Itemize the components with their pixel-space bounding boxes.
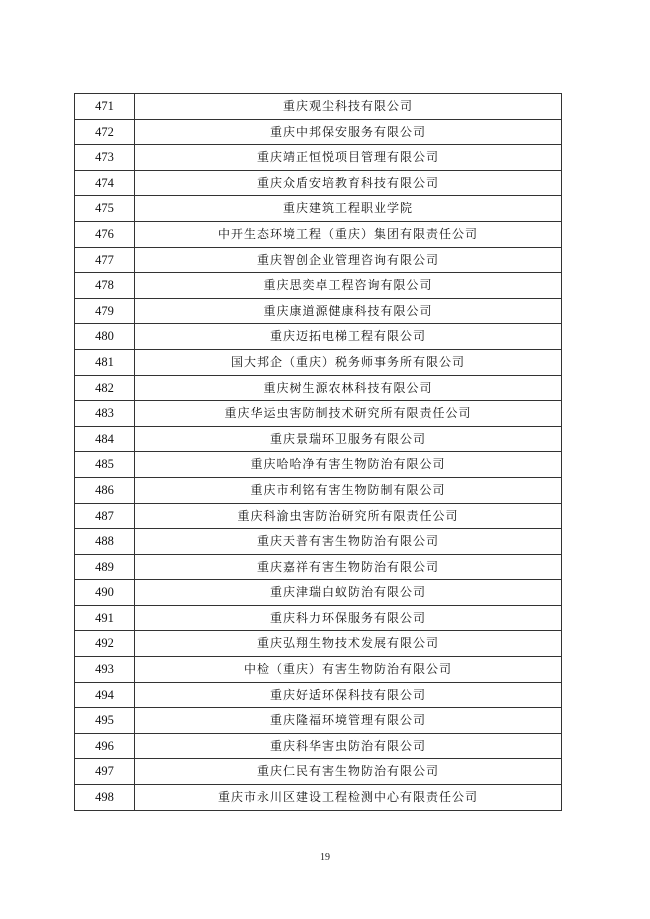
company-name-cell: 重庆观尘科技有限公司 bbox=[135, 94, 562, 120]
table-row bbox=[75, 708, 562, 734]
table-row bbox=[75, 785, 562, 811]
table-row bbox=[75, 196, 562, 222]
row-number-cell: 480 bbox=[75, 324, 135, 350]
row-number-cell: 483 bbox=[75, 401, 135, 427]
table-row bbox=[75, 273, 562, 299]
row-number-cell: 488 bbox=[75, 529, 135, 555]
table-row bbox=[75, 477, 562, 503]
row-number-cell: 486 bbox=[75, 477, 135, 503]
company-name-cell: 重庆弘翔生物技术发展有限公司 bbox=[135, 631, 562, 657]
row-number-cell: 472 bbox=[75, 119, 135, 145]
table-row bbox=[75, 759, 562, 785]
company-name-cell: 国大邦企（重庆）税务师事务所有限公司 bbox=[135, 349, 562, 375]
company-name-cell: 中检（重庆）有害生物防治有限公司 bbox=[135, 657, 562, 683]
row-number-cell: 473 bbox=[75, 145, 135, 171]
company-name-cell: 重庆津瑞白蚁防治有限公司 bbox=[135, 580, 562, 606]
company-name-cell: 重庆科力环保服务有限公司 bbox=[135, 605, 562, 631]
table-row bbox=[75, 657, 562, 683]
company-name-cell: 重庆中邦保安服务有限公司 bbox=[135, 119, 562, 145]
row-number-cell: 493 bbox=[75, 657, 135, 683]
table-row bbox=[75, 170, 562, 196]
table-row bbox=[75, 682, 562, 708]
company-name-cell: 重庆科渝虫害防治研究所有限责任公司 bbox=[135, 503, 562, 529]
row-number-cell: 476 bbox=[75, 221, 135, 247]
table-row bbox=[75, 452, 562, 478]
company-name-cell: 重庆市利铭有害生物防制有限公司 bbox=[135, 477, 562, 503]
page-number: 19 bbox=[320, 852, 330, 863]
row-number-cell: 496 bbox=[75, 733, 135, 759]
company-list-table bbox=[74, 93, 562, 811]
table-row bbox=[75, 145, 562, 171]
row-number-cell: 479 bbox=[75, 298, 135, 324]
company-name-cell: 中开生态环境工程（重庆）集团有限责任公司 bbox=[135, 221, 562, 247]
row-number-cell: 482 bbox=[75, 375, 135, 401]
company-name-cell: 重庆好适环保科技有限公司 bbox=[135, 682, 562, 708]
table-row bbox=[75, 375, 562, 401]
company-name-cell: 重庆嘉祥有害生物防治有限公司 bbox=[135, 554, 562, 580]
company-name-cell: 重庆建筑工程职业学院 bbox=[135, 196, 562, 222]
row-number-cell: 475 bbox=[75, 196, 135, 222]
company-name-cell: 重庆华运虫害防制技术研究所有限责任公司 bbox=[135, 401, 562, 427]
table-row bbox=[75, 401, 562, 427]
row-number-cell: 487 bbox=[75, 503, 135, 529]
company-name-cell: 重庆隆福环境管理有限公司 bbox=[135, 708, 562, 734]
row-number-cell: 489 bbox=[75, 554, 135, 580]
table-row bbox=[75, 247, 562, 273]
company-name-cell: 重庆树生源农林科技有限公司 bbox=[135, 375, 562, 401]
table-row bbox=[75, 605, 562, 631]
row-number-cell: 471 bbox=[75, 94, 135, 120]
company-name-cell: 重庆景瑞环卫服务有限公司 bbox=[135, 426, 562, 452]
company-list-body bbox=[75, 94, 562, 811]
table-row bbox=[75, 580, 562, 606]
company-name-cell: 重庆天普有害生物防治有限公司 bbox=[135, 529, 562, 555]
table-row bbox=[75, 554, 562, 580]
table-row bbox=[75, 733, 562, 759]
row-number-cell: 498 bbox=[75, 785, 135, 811]
table-row bbox=[75, 298, 562, 324]
table-row bbox=[75, 426, 562, 452]
row-number-cell: 494 bbox=[75, 682, 135, 708]
company-name-cell: 重庆科华害虫防治有限公司 bbox=[135, 733, 562, 759]
row-number-cell: 478 bbox=[75, 273, 135, 299]
company-name-cell: 重庆靖正恒悦项目管理有限公司 bbox=[135, 145, 562, 171]
row-number-cell: 485 bbox=[75, 452, 135, 478]
company-name-cell: 重庆仁民有害生物防治有限公司 bbox=[135, 759, 562, 785]
row-number-cell: 477 bbox=[75, 247, 135, 273]
table-row bbox=[75, 631, 562, 657]
row-number-cell: 495 bbox=[75, 708, 135, 734]
row-number-cell: 492 bbox=[75, 631, 135, 657]
table-row bbox=[75, 349, 562, 375]
table-row bbox=[75, 94, 562, 120]
company-name-cell: 重庆康道源健康科技有限公司 bbox=[135, 298, 562, 324]
company-name-cell: 重庆市永川区建设工程检测中心有限责任公司 bbox=[135, 785, 562, 811]
row-number-cell: 497 bbox=[75, 759, 135, 785]
company-name-cell: 重庆迈拓电梯工程有限公司 bbox=[135, 324, 562, 350]
company-name-cell: 重庆智创企业管理咨询有限公司 bbox=[135, 247, 562, 273]
row-number-cell: 484 bbox=[75, 426, 135, 452]
company-name-cell: 重庆哈哈净有害生物防治有限公司 bbox=[135, 452, 562, 478]
row-number-cell: 491 bbox=[75, 605, 135, 631]
row-number-cell: 490 bbox=[75, 580, 135, 606]
table-row bbox=[75, 503, 562, 529]
table-row bbox=[75, 119, 562, 145]
company-name-cell: 重庆思奕卓工程咨询有限公司 bbox=[135, 273, 562, 299]
table-row bbox=[75, 221, 562, 247]
row-number-cell: 474 bbox=[75, 170, 135, 196]
row-number-cell: 481 bbox=[75, 349, 135, 375]
table-row bbox=[75, 324, 562, 350]
table-row bbox=[75, 529, 562, 555]
company-name-cell: 重庆众盾安培教育科技有限公司 bbox=[135, 170, 562, 196]
